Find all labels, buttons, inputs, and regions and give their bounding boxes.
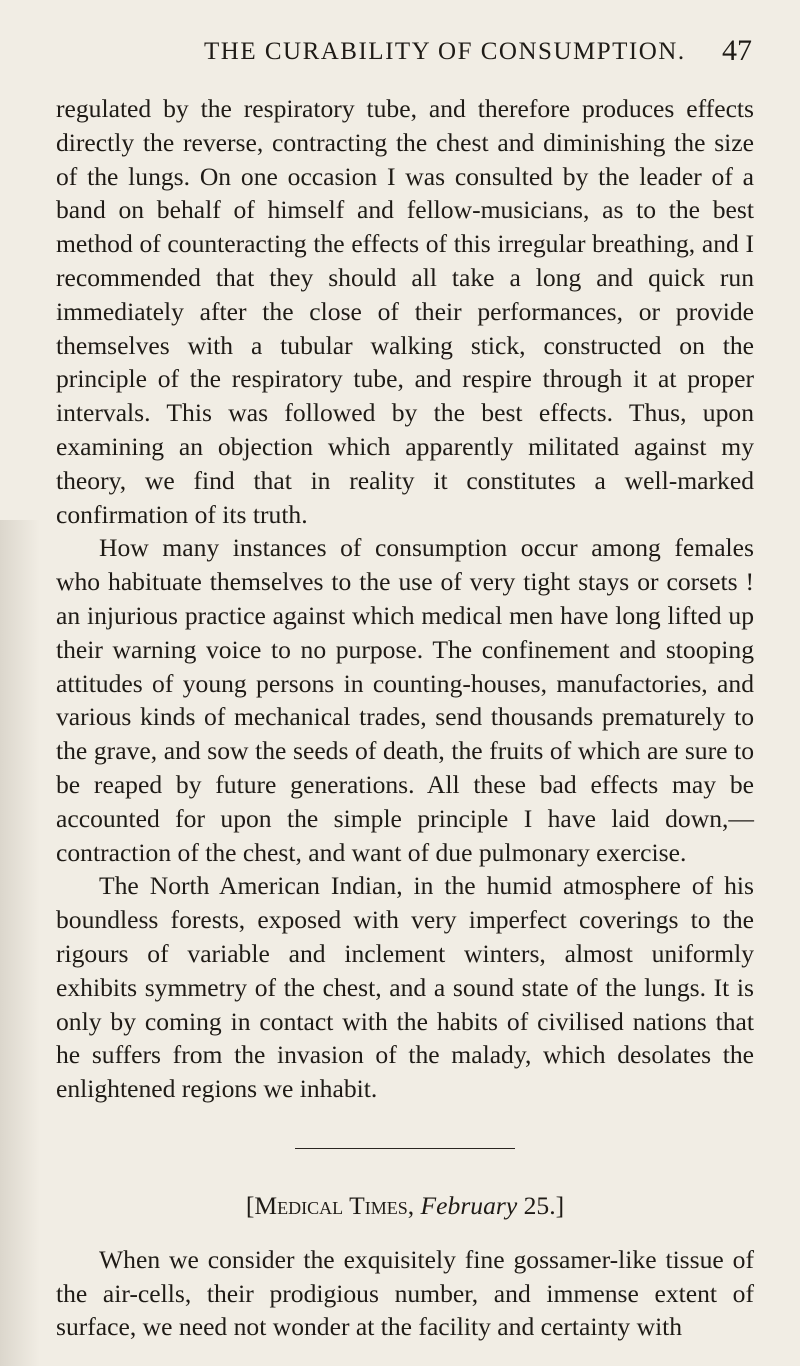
source-citation: [56, 1189, 754, 1223]
section-divider: [295, 1148, 515, 1149]
source-open-bracket: [: [245, 1190, 255, 1220]
paragraph-consumption-females: How many instances of consumption occur among females who habituate themselves to the use of very tight stays or corsets ! an injurious practice against which medical men have long lifted up their warning voice to no purpose. The confinement and stooping attitudes of young persons in counting-houses, manufactories, and various kinds of mechanical trades, send thousands prematurely to the grave, and sow the seeds of death, the fruits of which are sure to be reaped by future generations. All these bad effects may be accounted for upon the simple principle I have laid down,—contraction of the chest, and want of due pulmonary exercise.: [56, 533, 754, 867]
source-date: February: [420, 1190, 518, 1220]
binding-shadow: [0, 520, 40, 1366]
paragraph-air-cells: When we consider the exquisitely fine gossamer-like tissue of the air-cells, their prodigious number, and immense extent of surface, we need not wonder at the facility and certainty with: [56, 1244, 754, 1342]
source-journal: Medical Times,: [254, 1190, 415, 1220]
page-header: [56, 34, 752, 84]
page-number: 47: [722, 34, 752, 67]
paragraph-north-american-indian: The North American Indian, in the humid atmosphere of his boundless forests, exposed with very imperfect coverings to the rigours of variable and inclement winters, almost uniformly exhibits symmetry of the chest, and a sound state of the lungs. It is only by coming in contact with the habits of civilised nations that he suffers from the invasion of the malady, which desolates the enlightened regions we inhabit.: [56, 871, 754, 1104]
running-title: THE CURABILITY OF CONSUMPTION.: [204, 38, 686, 65]
paragraph-continuation: regulated by the respiratory tube, and therefore produces effects directly the reverse, contracting the chest and diminishing the size of the lungs. On one occasion I was consulted by the leader of a band on behalf of himself and fellow-musicians, as to the best method of counteracting the effects of this irregular breathing, and I recommended that they should all take a long and quick run immediately after the close of their performances, or provide themselves with a tubular walking stick, constructed on the principle of the respiratory tube, and respire through it at proper intervals. This was followed by the best effects. Thus, upon examining an objection which apparently militated against my theory, we find that in reality it constitutes a well-marked confirmation of its truth.: [56, 94, 754, 529]
source-day: 25.]: [523, 1190, 565, 1220]
page-body: [56, 92, 754, 1344]
